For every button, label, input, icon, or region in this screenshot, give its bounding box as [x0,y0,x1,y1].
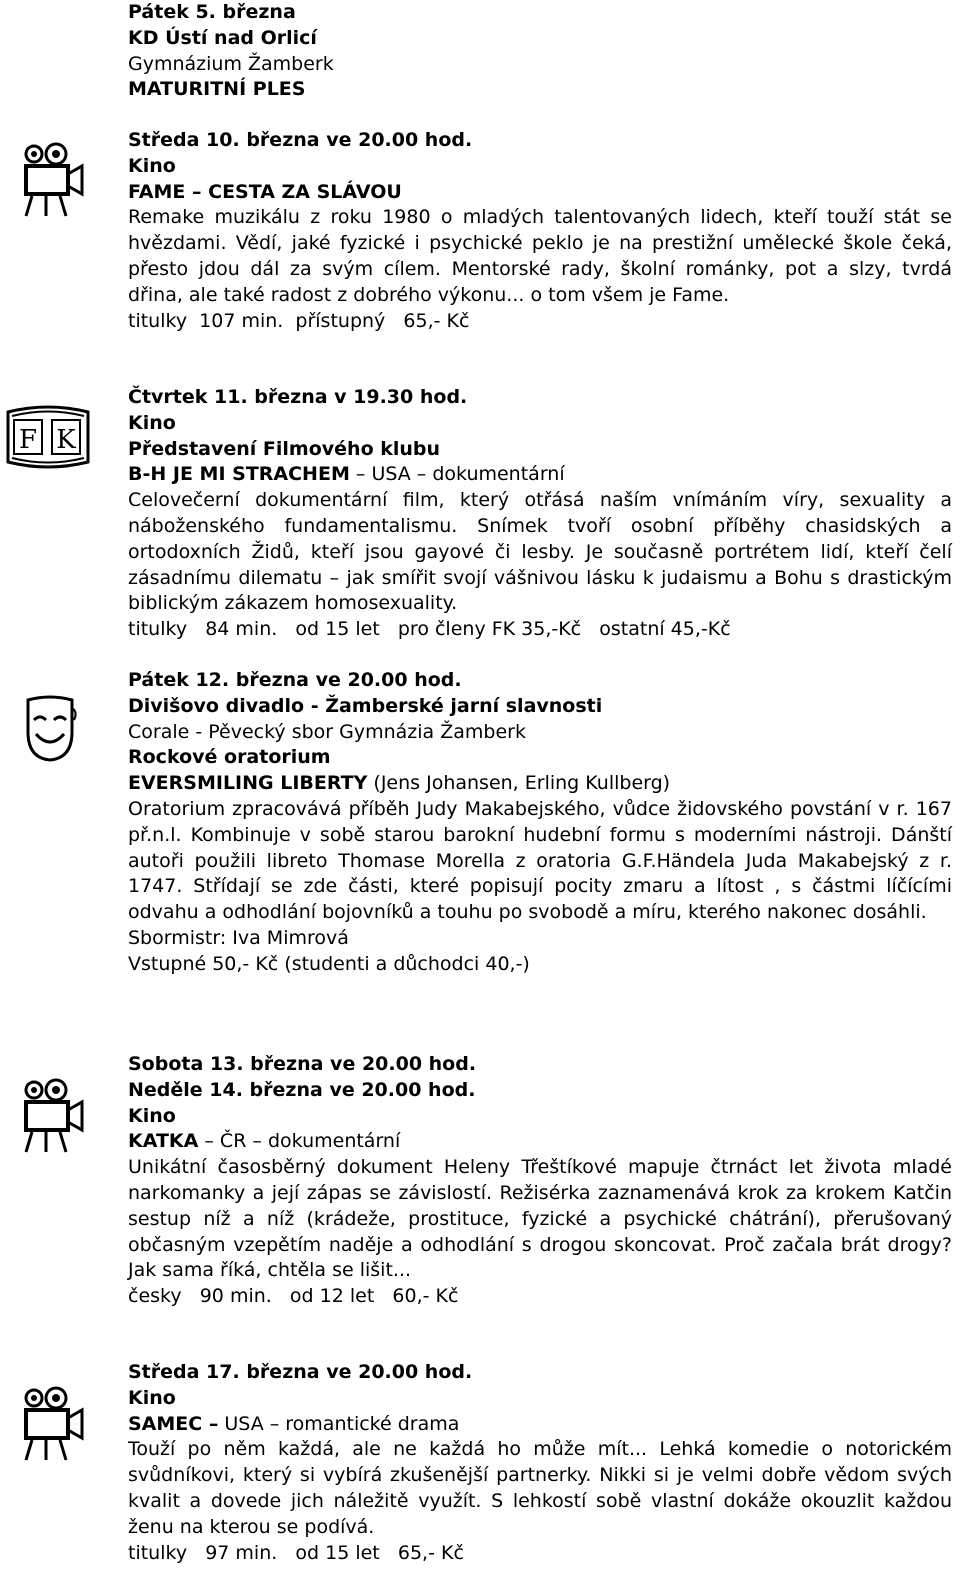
film-camera-icon-graphic [22,1078,86,1158]
event-maturitni-ples [128,0,952,103]
event-title: FAME – CESTA ZA SLÁVOU [128,180,402,203]
event-description: Remake muzikálu z roku 1980 o mladých talentovaných lidech, kteří touží stát se hvězdami. Vědí, jaké fyzické i psychické peklo je na prestižní umělecké škole čeká, přesto jdou dál za svým cílem. Mentorské rady, školní románky, pot a slzy, tvrdá dřina, ale také radost z dobrého výkonu... o tom všem je Fame. [128,206,952,306]
event-info: titulky 107 min. přístupný 65,- Kč [128,309,470,332]
svg-text:K: K [56,425,76,455]
event-katka [128,1052,952,1310]
event-description: Unikátní časosběrný dokument Heleny Třeštíkové mapuje čtrnáct let života mladé narkomanky a její zápas se závislostí. Režisérka zaznamenává krok za krokem Katčin sestup níž a níž (krádeže, prostituce, fyzické a psychické chátrání), přerušovaný občasným vzepětím naděje a odhodlání s drogou skoncovat. Proč začala brát drogy? Jak sama říká, chtěla se lišit... [128,1156,952,1282]
event-title-line [128,462,952,488]
event-info: titulky 97 min. od 15 let 65,- Kč [128,1541,464,1564]
event-date: Pátek 5. března [128,1,296,23]
event-name: MATURITNÍ PLES [128,78,306,101]
film-camera-icon [22,1078,86,1158]
event-organizer: Gymnázium Žamberk [128,52,334,75]
event-title: B-H JE MI STRACHEM [128,463,350,486]
event-date: Pátek 12. března ve 20.00 hod. [128,669,462,691]
event-title-rest: – ČR – dokumentární [198,1130,401,1153]
event-title-rest: USA – romantické drama [218,1412,460,1435]
event-title: SAMEC – [128,1412,219,1435]
event-bh-je-mi-strachem [128,385,952,643]
event-title-rest: (Jens Johansen, Erling Kullberg) [367,772,671,795]
film-club-icon [2,402,94,472]
event-subtitle: Představení Filmového klubu [128,437,441,460]
event-date: Sobota 13. března ve 20.00 hod. [128,1053,477,1075]
event-title-rest: – USA – dokumentární [349,463,565,486]
event-venue: KD Ústí nad Orlicí [128,26,317,49]
film-camera-icon-graphic [22,1386,86,1466]
event-date: Čtvrtek 11. března v 19.30 hod. [128,386,468,408]
film-camera-icon [22,1386,86,1466]
event-venue: Divišovo divadlo - Žamberské jarní slavnosti [128,694,603,717]
event-date: Středa 10. března ve 20.00 hod. [128,129,473,151]
event-genre: Rockové oratorium [128,746,331,769]
event-samec [128,1360,952,1566]
event-title-line [128,1129,952,1155]
theater-mask-icon [22,692,78,764]
event-fame [128,128,952,334]
event-price: Vstupné 50,- Kč (studenti a důchodci 40,-) [128,952,530,975]
event-title-line [128,771,952,797]
event-info: titulky 84 min. od 15 let pro členy FK 35,-Kč ostatní 45,-Kč [128,618,731,641]
event-title: EVERSMILING LIBERTY [128,772,368,795]
event-type: Kino [128,411,176,434]
event-info: česky 90 min. od 12 let 60,- Kč [128,1285,459,1308]
theater-mask-icon-graphic [22,692,78,764]
event-eversmiling-liberty [128,668,952,978]
event-description: Touží po něm každá, ale ne každá ho může mít... Lehká komedie o notorickém svůdníkovi, který si vybírá zkušenější partnerky. Nikki si je velmi dobře vědom svých kvalit a dovede jich náležitě využít. S lehkostí sobě vlastní dokáže okouzlit každou ženu na kterou se podívá. [128,1438,952,1538]
svg-text:F: F [18,425,38,455]
event-type: Kino [128,1386,176,1409]
event-date-2: Neděle 14. března ve 20.00 hod. [128,1078,476,1101]
event-title-line [128,1412,952,1438]
film-club-icon-graphic [2,402,94,472]
event-performer: Corale - Pěvecký sbor Gymnázia Žamberk [128,720,526,743]
event-description: Oratorium zpracovává příběh Judy Makabejského, vůdce židovského povstání v r. 167 př.n.l. Kombinuje v sobě starou barokní hudební formu s moderními nástroji. Dánští autoři použili libreto Thomase Morella z oratoria G.F.Händela Juda Makabejský z r. 1747. Střídají se zde části, které popisují pocity zmaru a lítost , s částmi líčícími odvahu a odhodlání bojovníků a touhu po svobodě a míru, kterého nakonec dosáhli. [128,797,952,924]
event-title: KATKA [128,1130,199,1153]
event-type: Kino [128,154,176,177]
film-camera-icon-graphic [22,142,86,222]
event-conductor: Sbormistr: Iva Mimrová [128,926,349,949]
event-type: Kino [128,1104,176,1127]
film-camera-icon [22,142,86,222]
event-date: Středa 17. března ve 20.00 hod. [128,1361,473,1383]
event-description: Celovečerní dokumentární film, který otřásá naším vnímáním víry, sexuality a náboženského fundamentalismu. Snímek tvoří osobní příběhy chasidských a ortodoxních Židů, kteří jsou gayové či lesby. Je současně portrétem lidí, kteří čelí zásadnímu dilematu – jak smířit svojí vášnivou lásku k judaismu a Bohu s drastickým biblickým zákazem homosexuality. [128,489,952,615]
